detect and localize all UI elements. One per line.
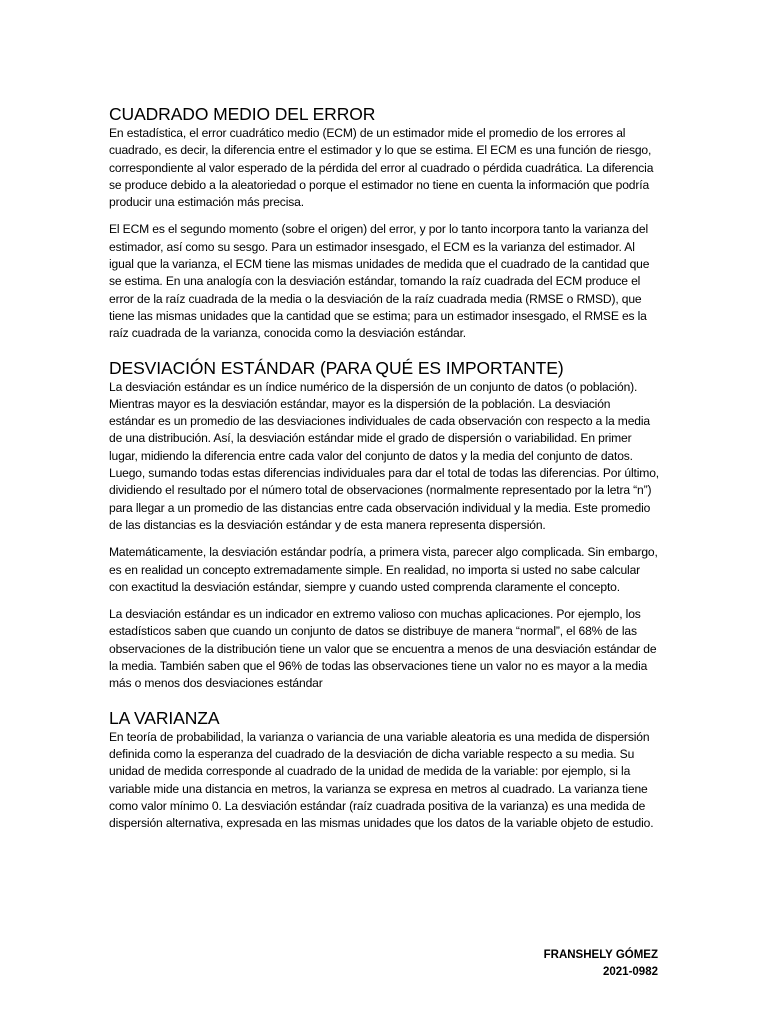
- section-desviacion-estandar: [109, 357, 659, 693]
- section-ecm: [109, 103, 659, 343]
- paragraph: En estadística, el error cuadrático medio (ECM) de un estimador mide el promedio de los errores al cuadrado, es decir, la diferencia entre el estimador y lo que se estima. El ECM es una función de riesgo, correspondiente al valor esperado de la pérdida del error al cuadrado o pérdida cuadrática. La diferencia se produce debido a la aleatoriedad o porque el estimador no tiene en cuenta la información que podría producir una estimación más precisa.: [109, 126, 654, 210]
- paragraph: Matemáticamente, la desviación estándar podría, a primera vista, parecer algo complicada. Sin embargo, es en realidad un concepto extremadamente simple. En realidad, no importa si usted no sabe calcular con exactitud la desviación estándar, siempre y cuando usted comprenda claramente el concepto.: [109, 545, 658, 594]
- paragraph: En teoría de probabilidad, la varianza o variancia de una variable aleatoria es una medida de dispersión definida como la esperanza del cuadrado de la desviación de dicha variable respecto a su media. Su unidad de medida corresponde al cuadrado de la unidad de medida de la variable: por ejemplo, si la variable mide una distancia en metros, la varianza se expresa en metros al cuadrado. La varianza tiene como valor mínimo 0. La desviación estándar (raíz cuadrada positiva de la varianza) es una medida de dispersión alternativa, expresada en las mismas unidades que los datos de la variable objeto de estudio.: [109, 729, 654, 831]
- paragraph: El ECM es el segundo momento (sobre el origen) del error, y por lo tanto incorpora tanto la varianza del estimador, así como su sesgo. Para un estimador insesgado, el ECM es la varianza del estimador. Al igual que la varianza, el ECM tiene las mismas unidades de medida que el cuadrado de la cantidad que se estima. En una analogía con la desviación estándar, tomando la raíz cuadrada del ECM produce el error de la raíz cuadrada de la media o la desviación de la raíz cuadrada media (RMSE o RMSD), que tiene las mismas unidades que la cantidad que se estima; para un estimador insesgado, el RMSE es la raíz cuadrada de la varianza, conocida como la desviación estándar.: [109, 222, 650, 341]
- author-id: 2021-0982: [603, 966, 658, 978]
- document-body: [109, 103, 659, 832]
- section-title: LA VARIANZA: [109, 707, 220, 728]
- paragraph: La desviación estándar es un índice numérico de la dispersión de un conjunto de datos (o población). Mientras mayor es la desviación estándar, mayor es la dispersión de la población. La desviación estándar es un promedio de las desviaciones individuales de cada observación con respecto a la media de una distribución. Así, la desviación estándar mide el grado de dispersión o variabilidad. En primer lugar, midiendo la diferencia entre cada valor del conjunto de datos y la media del conjunto de datos. Luego, sumando todas estas diferencias individuales para dar el total de todas las diferencias. Por último, dividiendo el resultado por el número total de observaciones (normalmente representado por la letra “n”) para llegar a un promedio de las distancias entre cada observación individual y la media. Este promedio de las distancias es la desviación estándar y de esta manera representa dispersión.: [109, 379, 660, 532]
- section-varianza: [109, 707, 659, 833]
- section-title: CUADRADO MEDIO DEL ERROR: [109, 104, 376, 124]
- section-title: DESVIACIÓN ESTÁNDAR (PARA QUÉ ES IMPORTANTE): [109, 357, 564, 378]
- paragraph: La desviación estándar es un indicador en extremo valioso con muchas aplicaciones. Por ejemplo, los estadísticos saben que cuando un conjunto de datos se distribuye de manera “normal”, el 68% de las observaciones de la distribución tiene un valor que se encuentra a menos de una desviación estándar de la media. También saben que el 96% de todas las observaciones tiene un valor no es mayor a la media más o menos dos desviaciones estándar: [109, 607, 657, 691]
- author-name: FRANSHELY GÓMEZ: [543, 949, 658, 961]
- author-signature-block: [544, 947, 658, 981]
